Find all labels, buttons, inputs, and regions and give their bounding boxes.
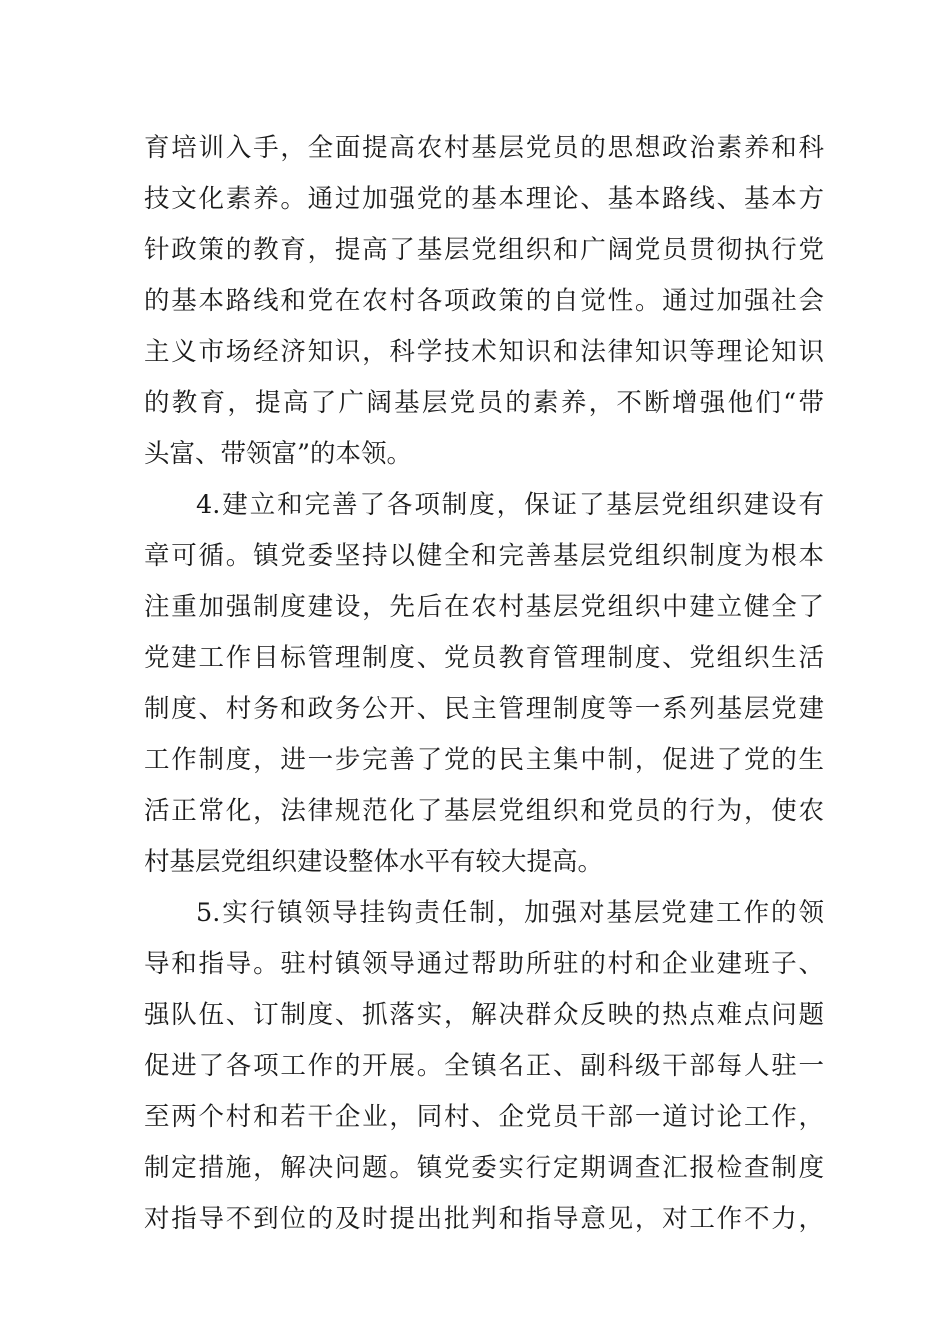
text-line: 制度、村务和政务公开、民主管理制度等一系列基层党建: [144, 694, 824, 724]
text-line: 头富、带领富”的本领。: [144, 439, 413, 469]
text-line: 针政策的教育，提高了基层党组织和广阔党员贯彻执行党: [144, 235, 824, 265]
text-line: 技文化素养。通过加强党的基本理论、基本路线、基本方: [144, 184, 824, 214]
text-line: 村基层党组织建设整体水平有较大提高。: [144, 847, 604, 877]
text-line: 强队伍、订制度、抓落实，解决群众反映的热点难点问题: [144, 1000, 824, 1030]
text-line: 导和指导。驻村镇领导通过帮助所驻的村和企业建班子、: [144, 949, 824, 979]
text-line: 的基本路线和党在农村各项政策的自觉性。通过加强社会: [144, 286, 824, 316]
text-line: 活正常化，法律规范化了基层党组织和党员的行为，使农: [144, 796, 824, 826]
text-line: 主义市场经济知识，科学技术知识和法律知识等理论知识: [144, 337, 824, 367]
text-line: 促进了各项工作的开展。全镇名正、副科级干部每人驻一: [144, 1051, 824, 1081]
text-line: 对指导不到位的及时提出批判和指导意见，对工作不力，: [144, 1204, 824, 1234]
section-5-heading-line: 5.实行镇领导挂钩责任制，加强对基层党建工作的领: [196, 898, 824, 928]
text-line: 工作制度，进一步完善了党的民主集中制，促进了党的生: [144, 745, 824, 775]
text-line: 的教育，提高了广阔基层党员的素养，不断增强他们“带: [144, 388, 824, 418]
text-line: 章可循。镇党委坚持以健全和完善基层党组织制度为根本: [144, 541, 824, 571]
text-line: 至两个村和若干企业，同村、企党员干部一道讨论工作，: [144, 1102, 824, 1132]
section-4-heading-line: 4.建立和完善了各项制度，保证了基层党组织建设有: [196, 490, 824, 520]
text-line: 注重加强制度建设，先后在农村基层党组织中建立健全了: [144, 592, 824, 622]
text-line: 育培训入手，全面提高农村基层党员的思想政治素养和科: [144, 133, 824, 163]
text-line: 党建工作目标管理制度、党员教育管理制度、党组织生活: [144, 643, 824, 673]
text-line: 制定措施，解决问题。镇党委实行定期调查汇报检查制度: [144, 1153, 824, 1183]
